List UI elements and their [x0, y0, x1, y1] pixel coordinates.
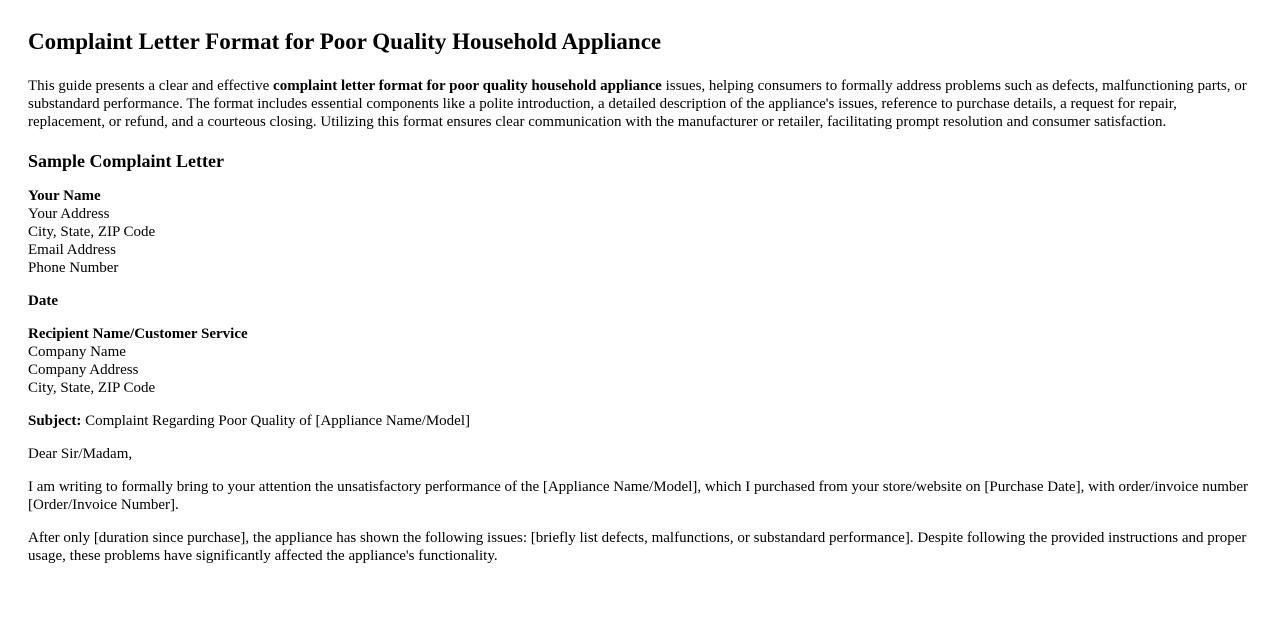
recipient-city: City, State, ZIP Code [28, 380, 156, 396]
sample-heading: Sample Complaint Letter [28, 151, 224, 171]
letter-date: Date [28, 293, 58, 309]
subject-text: Complaint Regarding Poor Quality of [Appliance Name/Model] [81, 413, 470, 429]
intro-text-after: issues, helping consumers to formally address problems such as defects, malfunctioning parts, or substandard performance. The format includes essential components like a polite introduction, a detailed description of the appliance's issues, reference to purchase details, a request for repair, replacement, or refund, and a courteous closing. Utilizing this format ensures clear communication with the manufacturer or retailer, facilitating prompt resolution and consumer satisfaction. [28, 78, 1247, 130]
salutation: Dear Sir/Madam, [28, 446, 133, 462]
sender-city: City, State, ZIP Code [28, 224, 156, 240]
intro-text-before: This guide presents a clear and effective [28, 78, 274, 94]
recipient-company: Company Name [28, 344, 126, 360]
sender-phone: Phone Number [28, 260, 119, 276]
recipient-name: Recipient Name/Customer Service [28, 326, 248, 342]
subject-label: Subject: [28, 413, 82, 429]
recipient-block [28, 325, 1250, 397]
body-paragraph-2: After only [duration since purchase], the appliance has shown the following issues: [briefly list defects, malfunctions, or substandard performance]. Despite following the provided instructions and proper usage, these problems have significantly affected the appliance's functionality. [28, 530, 1247, 564]
subject-line [28, 412, 1250, 430]
sender-block [28, 187, 1250, 277]
intro-paragraph [28, 77, 1250, 131]
sender-name: Your Name [28, 188, 101, 204]
page-title: Complaint Letter Format for Poor Quality Household Appliance [28, 29, 662, 54]
document [0, 28, 1278, 565]
body-paragraph-1: I am writing to formally bring to your attention the unsatisfactory performance of the [Appliance Name/Model], which I purchased from your store/website on [Purchase Date], with order/invoice number [Order/Invoice Number]. [28, 479, 1249, 513]
recipient-address: Company Address [28, 362, 139, 378]
intro-bold-keyword: complaint letter format for poor quality household appliance [273, 78, 662, 94]
sender-address: Your Address [28, 206, 110, 222]
sender-email: Email Address [28, 242, 116, 258]
